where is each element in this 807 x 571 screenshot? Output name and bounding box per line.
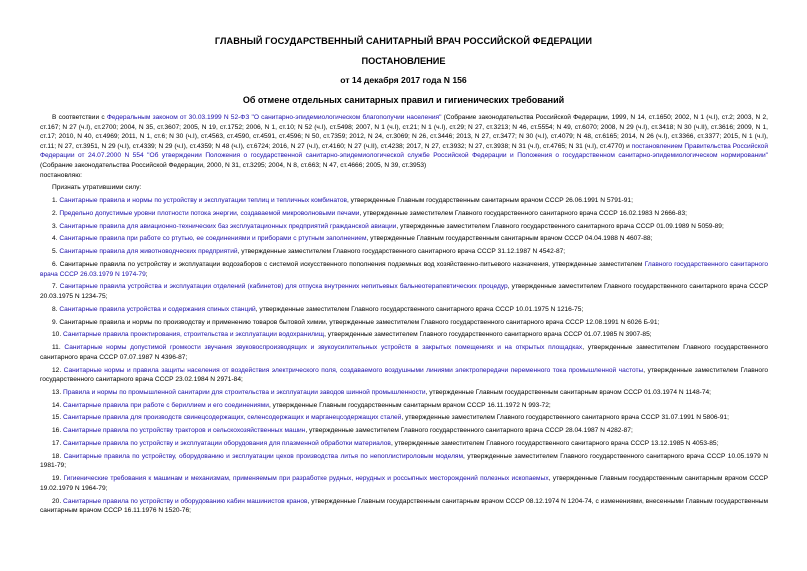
act-approval-text: , утвержденные заместителем Главного государственного санитарного врача СССР 20.03.1975 N 1234-75; — [40, 283, 768, 300]
list-item — [40, 247, 768, 257]
federal-law-link[interactable]: Федеральным законом от 30.03.1999 N 52-ФЗ "О санитарно-эпидемиологическом благополучии населения" — [106, 114, 442, 121]
act-approval-text: , утвержденные Главным государственным санитарным врачом СССР 26.06.1991 N 5791-91; — [347, 197, 633, 205]
act-link[interactable]: Санитарные правила при работе с бериллием и его соединениями — [63, 401, 269, 409]
act-approval-text: , утвержденные заместителем Главного государственного санитарного врача СССР 07.07.1987 N 4396-87; — [40, 344, 768, 361]
act-approval-text: Санитарные правила и нормы по производству и применению товаров бытовой химии, утвержденные заместителем Главного государственного санитарного врача СССР 12.08.1991 N 6026 Б-91; — [59, 318, 660, 326]
list-item — [40, 343, 768, 362]
item-number: 12. — [52, 366, 64, 374]
document-title: Об отмене отдельных санитарных правил и гигиенических требований — [242, 95, 565, 105]
act-link[interactable]: Санитарные нормы допустимой громкости звучания звуковоспроизводящих и звукоусилительных устройств в закрытых помещениях и на открытых площадках — [64, 344, 583, 352]
act-approval-text: , утвержденные заместителем Главного государственного санитарного врача СССР 31.12.1987 N 4542-87; — [237, 248, 566, 256]
document-body — [40, 113, 768, 516]
repealed-acts-list — [40, 196, 768, 516]
invalid-intro: Признать утратившими силу: — [52, 184, 142, 192]
list-item — [40, 366, 768, 385]
act-link[interactable]: Санитарные правила проектирования, строительства и эксплуатации водохранилищ — [63, 331, 325, 339]
act-link[interactable]: Санитарные правила для авиационно-технических баз эксплуатационных предприятий гражданской авиации — [59, 222, 397, 230]
government-decree-link[interactable]: постановлением Правительства Российской Федерации от 24.07.2000 N 554 "Об утверждении Положения о государственной санитарно-эпидемиологической службе Российской Федерации и Положения о государственном санитарно-эпидемиологическом нормировании" — [40, 142, 769, 160]
list-item — [40, 222, 768, 232]
item-number: 5. — [52, 248, 60, 256]
list-item — [40, 260, 768, 279]
act-approval-text: , утвержденные заместителем Главного государственного санитарного врача СССР 16.02.1983 N 2666-83; — [359, 209, 687, 217]
act-link[interactable]: Правила и нормы по промышленной санитарии для строительства и эксплуатации заводов шинной промышленности — [63, 388, 426, 396]
list-item — [40, 439, 768, 449]
list-item — [40, 305, 768, 315]
list-item — [40, 209, 768, 219]
act-approval-text: , утвержденные заместителем Главного государственного санитарного врача СССР 01.09.1989 N 5059-89; — [396, 222, 724, 230]
preamble-lead: В соответствии с — [52, 114, 107, 121]
list-item — [40, 388, 768, 398]
item-number: 11. — [52, 344, 65, 352]
act-link[interactable]: Санитарные правила по устройству, оборудованию и эксплуатации цехов производства литья по непоплистироловым моделям — [63, 452, 464, 460]
act-link[interactable]: Гигиенические требования к машинам и механизмам, применяемым при разработке рудных, нерудных и россыпных месторождений полезных ископаемых — [63, 475, 549, 483]
document-type: ПОСТАНОВЛЕНИЕ — [361, 56, 446, 66]
item-number: 7. — [52, 283, 60, 291]
act-approval-text: , утвержденные Главным государственным санитарным врачом СССР 04.04.1988 N 4607-88; — [366, 235, 653, 243]
act-approval-text: , утвержденные заместителем Главного государственного санитарного врача СССР 01.07.1985 N 3907-85; — [324, 331, 652, 339]
item-number: 18. — [52, 452, 64, 460]
act-link[interactable]: Санитарные правила по устройству и эксплуатации оборудования для плазменной обработки материалов — [63, 440, 391, 447]
federal-law-citation: (Собрание законодательства Российской Федерации, 1999, N 14, ст.1650; 2002, N 1 (ч.I), ст.2; 2003, N 2, ст.167; N 27 (ч.I), ст.2700; 2004, N 35, ст.3607; 2005, N 19, ст.1752; 2006, N 1, ст.10; N 52 (ч.I), ст.5498; 2007, N 1 (ч.I), ст.21; N 1 (ч.I), ст.29; N 27, ст.3213; N 46, ст.5554; N 49, ст.6070; 2008, N 29 (ч.I), ст.3418; N 30 (ч.II), ст.3616; 2009, N 1, ст.17; 2010, N 40, ст.4969; 2011, N 1, ст.6; N 30 (ч.I), ст.4563, ст.4590, ст.4591, ст.4596; N 50, ст.7359; 2012, N 24, ст.3069; N 26, ст.3446; 2013, N 27, ст.3477; N 30 (ч.I), ст.4079; N 48, ст.6165; 2014, N 26 (ч.I), ст.3366, ст.3377; 2015, N 1 (ч.I), ст.11; N 27, ст.3951, N 29 (ч.I), ст.4339; N 29 (ч.I), ст.4359; N 48 (ч.I), ст.6724; 2016, N 27 (ч.I), ст.4160; N 27 (ч.II), ст.4238; 2017, N 27, ст.3932; N 27, ст.3938; N 31 (ч.I), ст.4765; N 31 (ч.I), ст.4770) и — [40, 114, 768, 150]
act-link[interactable]: Санитарные правила для производств свинецсодержащих, селенсодержащих и марганецсодержащих сталей — [63, 414, 402, 422]
act-approval-text: Санитарные правила по устройству и эксплуатации водозаборов с системой искусственного пополнения подземных вод хозяйственно-питьевого назначения, утвержденные заместителем — [59, 261, 645, 269]
act-link[interactable]: Санитарные правила для животноводческих предприятий — [59, 248, 238, 256]
act-approval-text: , утвержденные заместителем Главного государственного санитарного врача СССР 31.07.1991 N 5806-91; — [401, 414, 729, 422]
preamble-paragraph — [40, 113, 768, 171]
act-link[interactable]: Предельно допустимые уровни плотности потока энергии, создаваемой микроволновыми печами — [59, 209, 360, 217]
government-decree-citation: (Собрание законодательства Российской Федерации, 2000, N 31, ст.3295; 2004, N 8, ст.663; N 47, ст.4666; 2005, N 39, ст.3953) — [40, 161, 427, 169]
item-number: 20. — [52, 497, 64, 505]
act-link[interactable]: Санитарные правила устройства и эксплуатации отделений (кабинетов) для отпуска внутренних непитьевых бальнеотерапевтических процедур — [59, 283, 508, 291]
item-number: 9. — [52, 318, 60, 326]
list-item — [40, 318, 768, 328]
list-item — [40, 413, 768, 423]
resolve-line: постановляю: — [40, 171, 83, 179]
item-number: 17. — [52, 440, 63, 447]
item-number: 10. — [52, 331, 63, 339]
act-link[interactable]: Санитарные правила устройства и содержания спиных станций — [59, 305, 256, 313]
item-number: 14. — [52, 401, 63, 409]
item-number: 8. — [52, 305, 60, 313]
item-number: 4. — [52, 235, 60, 243]
item-number: 6. — [52, 261, 60, 269]
act-link[interactable]: Санитарные нормы и правила защиты населения от воздействия электрического поля, создаваемого воздушными линиями электропередачи переменного тока промышленной частоты — [63, 366, 644, 374]
issuer-heading: ГЛАВНЫЙ ГОСУДАРСТВЕННЫЙ САНИТАРНЫЙ ВРАЧ РОССИЙСКОЙ ФЕДЕРАЦИИ — [214, 36, 593, 46]
act-approval-text: , утвержденные Главным государственным санитарным врачом СССР 01.03.1974 N 1148-74; — [425, 388, 711, 396]
list-item — [40, 196, 768, 206]
list-item — [40, 234, 768, 244]
item-number: 1. — [52, 197, 60, 205]
act-link[interactable]: Санитарные правила при работе со ртутью, ее соединениями и приборами с ртутным заполнением — [59, 235, 367, 243]
list-item — [40, 452, 768, 471]
list-item — [40, 474, 768, 493]
item-number: 15. — [52, 414, 63, 422]
list-item — [40, 282, 768, 301]
act-link[interactable]: Санитарные правила и нормы по устройству и эксплуатации теплиц и тепличных комбинатов — [59, 197, 348, 205]
act-approval-text: , утвержденные Главным государственным санитарным врачом СССР 08.12.1974 N 1204-74, с изменениями, внесенными Главным государственным санитарным врачом СССР 16.11.1976 N 1520-76; — [40, 497, 768, 515]
act-approval-text: , утвержденные Главным государственным санитарным врачом СССР 19.02.1979 N 1964-79; — [40, 475, 768, 492]
act-approval-text: , утвержденные заместителем Главного государственного санитарного врача СССР 28.04.1987 N 4282-87; — [305, 427, 633, 435]
list-item — [40, 330, 768, 340]
act-approval-text: , утвержденные заместителем Главного государственного санитарного врача СССР 10.05.1979 N 1981-79; — [40, 452, 768, 470]
act-approval-text: ; — [145, 270, 148, 278]
act-approval-text: , утвержденные Главным государственным санитарным врачом СССР 16.11.1972 N 993-72; — [268, 401, 551, 409]
item-number: 2. — [52, 209, 60, 217]
list-item — [40, 401, 768, 411]
document-date-number: от 14 декабря 2017 года N 156 — [340, 75, 467, 85]
act-approval-text: , утвержденные заместителем Главного государственного санитарного врача СССР 13.12.1985 N 4053-85; — [390, 440, 719, 447]
list-item — [40, 426, 768, 436]
act-link[interactable]: Санитарные правила по устройству тракторов и сельскохозяйственных машин — [63, 427, 306, 435]
act-approval-text: , утвержденные заместителем Главного государственного санитарного врача СССР 10.01.1975 N 1216-75; — [255, 305, 584, 313]
item-number: 13. — [52, 388, 63, 396]
item-number: 3. — [52, 222, 60, 230]
item-number: 16. — [52, 427, 63, 435]
act-approval-text: , утвержденные заместителем Главного государственного санитарного врача СССР 23.02.1984 N 2971-84; — [40, 366, 768, 384]
act-link[interactable]: Санитарные правила по устройству и оборудованию кабин машинистов кранов — [63, 497, 308, 505]
item-number: 19. — [52, 475, 64, 483]
list-item — [40, 497, 768, 516]
act-link[interactable]: Главного государственного санитарного врача СССР 26.03.1979 N 1974-79 — [40, 261, 768, 278]
